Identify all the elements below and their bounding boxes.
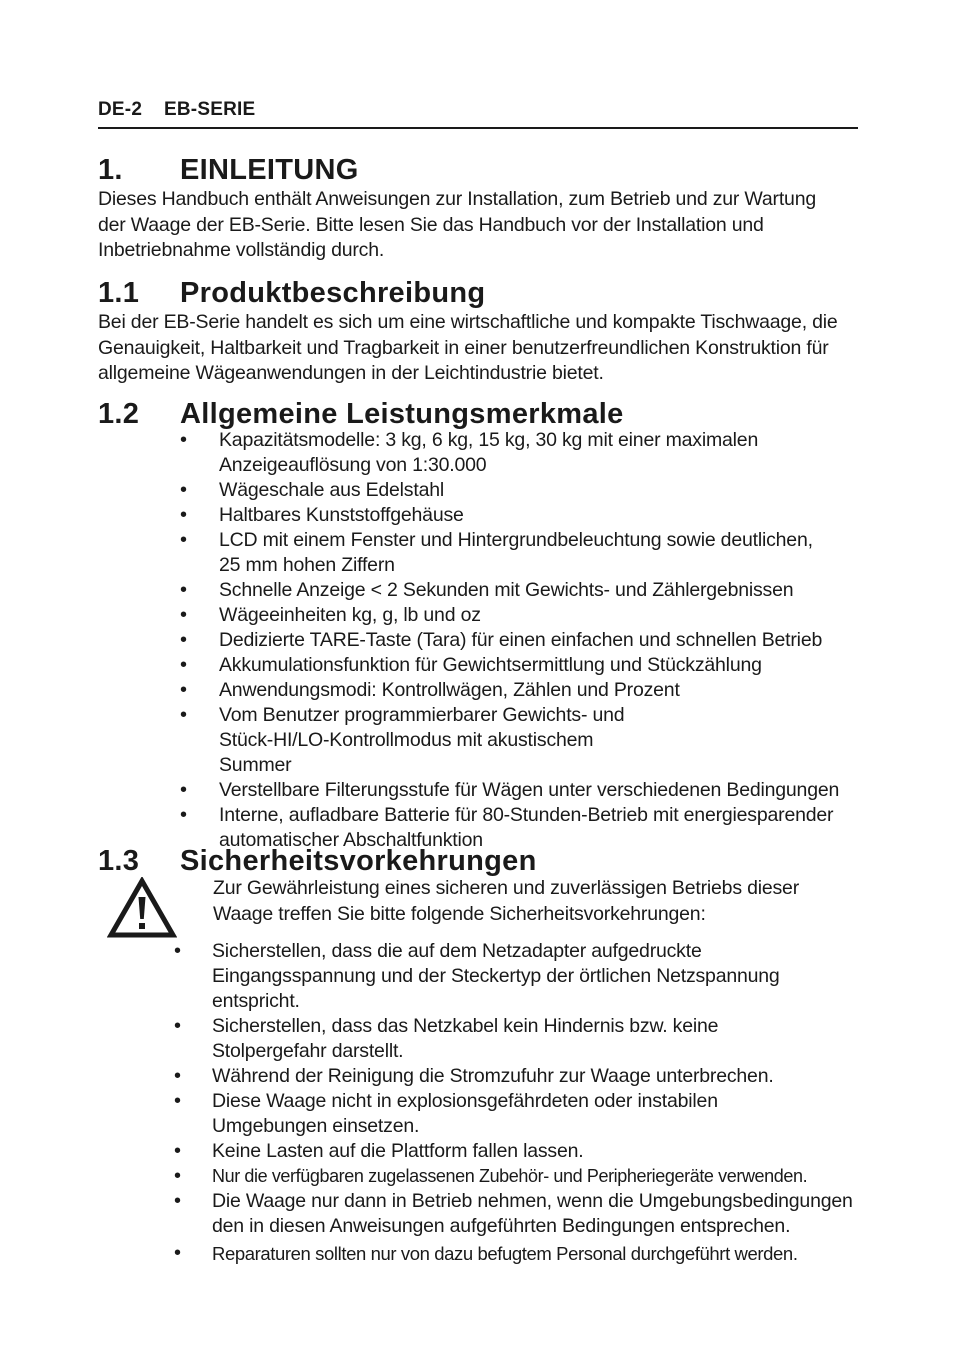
section-heading: [98, 276, 868, 310]
list-item: • Verstellbare Filterungsstufe für Wägen unter verschiedenen Bedingungen: [180, 779, 840, 801]
list-item: • Haltbares Kunststoffgehäuse: [180, 504, 464, 526]
section-heading: [98, 153, 868, 187]
section-sicherheitsvorkehrungen: [98, 844, 868, 878]
list-item: • Die Waage nur dann in Betrieb nehmen, wenn die Umgebungsbedingungen den in diesen Anweisungen aufgeführten Bedingungen entsprechen.: [174, 1190, 853, 1237]
section-number: 1.1: [98, 277, 140, 309]
section-body: Dieses Handbuch enthält Anweisungen zur Installation, zum Betrieb und zur Wartung der Waage der EB-Serie. Bitte lesen Sie das Handbuch vor der Installation und Inbetriebnahme vollständig durch.: [98, 188, 816, 261]
list-item: • Reparaturen sollten nur von dazu befugtem Personal durchgeführt werden.: [174, 1242, 798, 1264]
series-name: EB-SERIE: [164, 99, 256, 120]
list-item: • Sicherstellen, dass die auf dem Netzadapter aufgedruckte Eingangsspannung und der Steckertyp der örtlichen Netzspannung entspricht.: [174, 940, 780, 1012]
section-title: Produktbeschreibung: [180, 277, 486, 309]
feature-list: [98, 428, 868, 853]
section-title: Allgemeine Leistungsmerkmale: [180, 398, 624, 430]
section-title: EINLEITUNG: [180, 154, 359, 186]
section-produktbeschreibung: [98, 276, 868, 387]
warning-triangle-icon: [107, 877, 177, 939]
list-item: • Keine Lasten auf die Plattform fallen lassen.: [174, 1140, 584, 1162]
list-item: • Akkumulationsfunktion für Gewichtsermittlung und Stückzählung: [180, 654, 762, 676]
section-heading: [98, 844, 868, 878]
safety-intro: Zur Gewährleistung eines sicheren und zuverlässigen Betriebs dieser Waage treffen Sie bitte folgende Sicherheitsvorkehrungen:: [213, 877, 799, 925]
section-leistungsmerkmale: [98, 397, 868, 853]
section-title: Sicherheitsvorkehrungen: [180, 845, 537, 877]
section-number: 1.: [98, 154, 123, 186]
section-number: 1.2: [98, 398, 140, 430]
list-item: • Diese Waage nicht in explosionsgefährdeten oder instabilen Umgebungen einsetzen.: [174, 1090, 718, 1137]
section-heading: [98, 397, 868, 431]
section-einleitung: [98, 153, 868, 264]
list-item: • Interne, aufladbare Batterie für 80-Stunden-Betrieb mit energiesparender automatischer Abschaltfunktion: [180, 804, 834, 851]
list-item: • Vom Benutzer programmierbarer Gewichts- und Stück-HI/LO-Kontrollmodus mit akustischem Summer: [180, 704, 625, 776]
section-body: Bei der EB-Serie handelt es sich um eine wirtschaftliche und kompakte Tischwaage, die Genauigkeit, Haltbarkeit und Tragbarkeit in einer benutzerfreundlichen Konstruktion für allgemeine Wägeanwendungen in der Leichtindustrie bietet.: [98, 311, 838, 384]
list-item: • Wägeschale aus Edelstahl: [180, 479, 445, 501]
safety-list: [98, 939, 868, 1266]
list-item: • Anwendungsmodi: Kontrollwägen, Zählen und Prozent: [180, 679, 680, 701]
page-number: DE-2: [98, 99, 143, 120]
list-item: • Sicherstellen, dass das Netzkabel kein Hindernis bzw. keine Stolpergefahr darstellt.: [174, 1015, 719, 1062]
list-item: • Wägeeinheiten kg, g, lb und oz: [180, 604, 481, 626]
running-header: [98, 98, 858, 129]
list-item: • Nur die verfügbaren zugelassenen Zubehör- und Peripheriegeräte verwenden.: [174, 1165, 808, 1187]
list-item: • Während der Reinigung die Stromzufuhr zur Waage unterbrechen.: [174, 1065, 774, 1087]
list-item: • LCD mit einem Fenster und Hintergrundbeleuchtung sowie deutlichen, 25 mm hohen Ziffern: [180, 529, 813, 576]
section-number: 1.3: [98, 845, 140, 877]
list-item: • Schnelle Anzeige < 2 Sekunden mit Gewichts- und Zählergebnissen: [180, 579, 794, 601]
list-item: • Kapazitätsmodelle: 3 kg, 6 kg, 15 kg, 30 kg mit einer maximalen Anzeigeauflösung von 1:30.000: [180, 429, 759, 476]
list-item: • Dedizierte TARE-Taste (Tara) für einen einfachen und schnellen Betrieb: [180, 629, 823, 651]
